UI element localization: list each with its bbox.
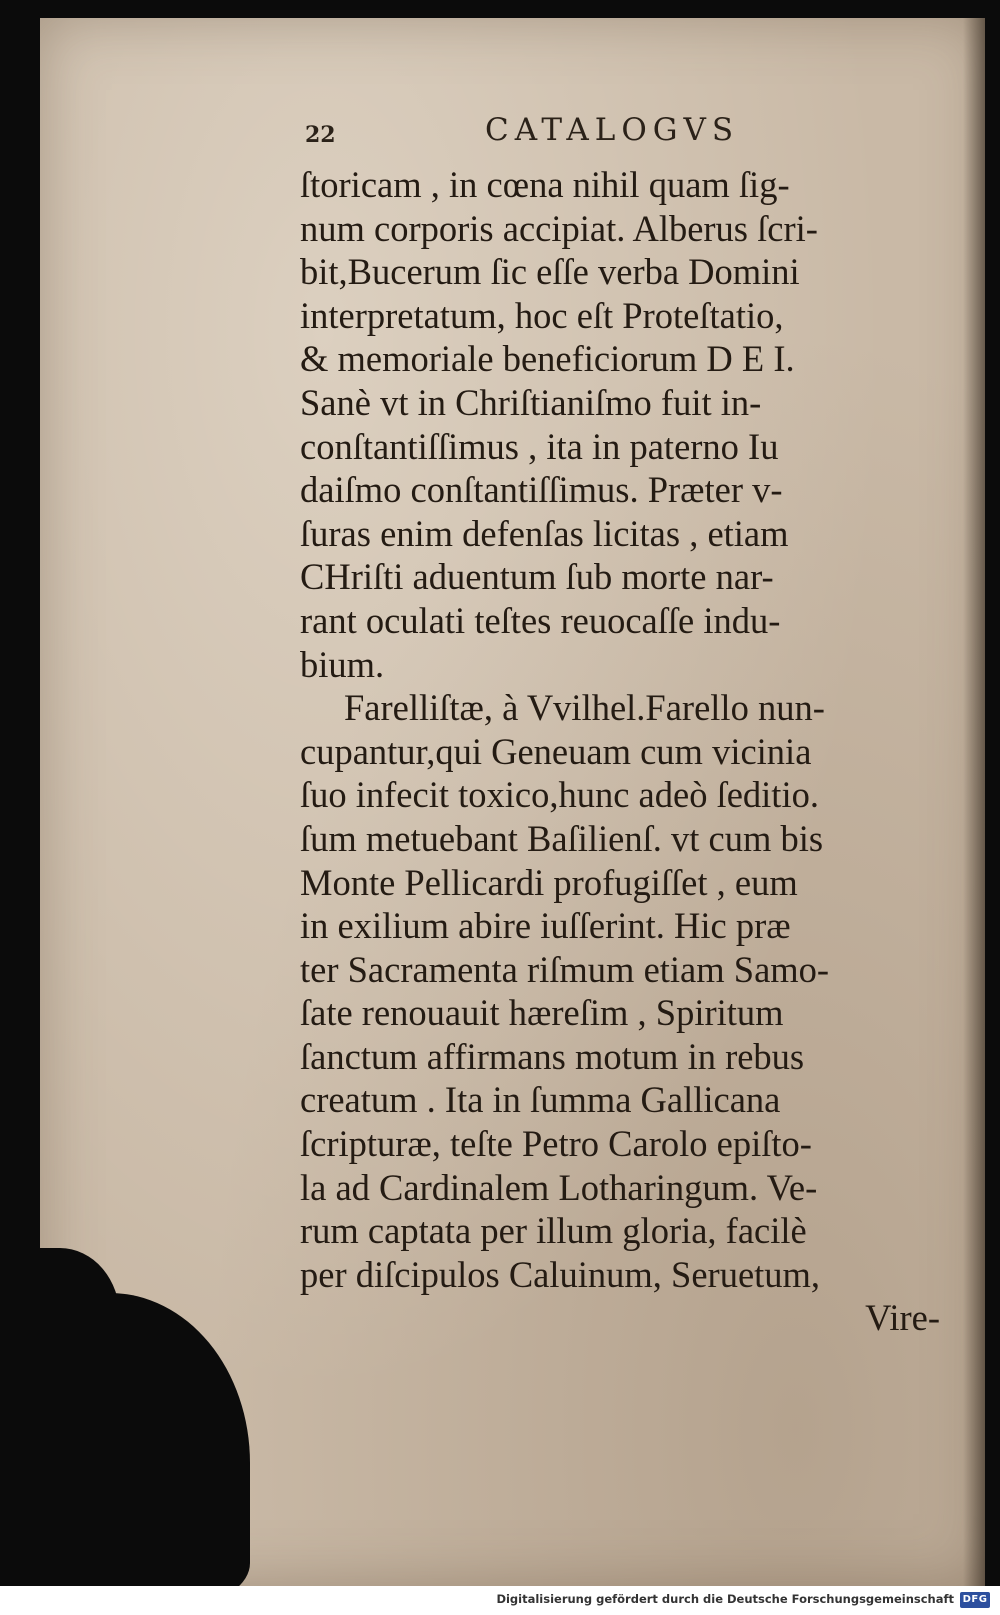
paragraph-start-line: Farelliſtæ, à Vvilhel.Farello nun- bbox=[344, 687, 825, 729]
text-line: ſcripturæ, teſte Petro Carolo epiſto- bbox=[300, 1123, 812, 1165]
text-line: Monte Pellicardi profugiſſet , eum bbox=[300, 861, 798, 903]
text-line: ſtoricam , in cœna nihil quam ſig- bbox=[300, 164, 790, 205]
text-line: & memoriale beneficiorum D E I. bbox=[300, 338, 795, 380]
text-line: num corporis accipiat. Alberus ſcri- bbox=[300, 207, 818, 249]
text-line: ſanctum affirmans motum in rebus bbox=[300, 1035, 805, 1077]
text-line: ſum metuebant Baſilienſ. vt cum bis bbox=[300, 817, 824, 859]
text-line: in exilium abire iuſſerint. Hic præ bbox=[300, 905, 791, 947]
damage-stain bbox=[40, 1293, 250, 1603]
text-line: per diſcipulos Caluinum, Seruetum, bbox=[300, 1253, 821, 1295]
text-line: Sanè vt in Chriſtianiſmo fuit in- bbox=[300, 381, 762, 423]
funding-credit: Digitalisierung gefördert durch die Deutsche Forschungsgemeinschaft bbox=[496, 1592, 954, 1606]
text-line: interpretatum, hoc eſt Proteſtatio, bbox=[300, 294, 784, 336]
text-line: bium. bbox=[300, 643, 385, 685]
text-line: creatum . Ita in ſumma Gallicana bbox=[300, 1079, 781, 1121]
text-line: ſuo infecit toxico,hunc adeò ſeditio. bbox=[300, 774, 819, 816]
body-text bbox=[300, 163, 940, 1340]
text-line: cupantur,qui Geneuam cum vicinia bbox=[300, 730, 812, 772]
text-line: CHriſti aduentum ſub morte nar- bbox=[300, 556, 774, 598]
text-line: ſate renouauit hæreſim , Spiritum bbox=[300, 992, 784, 1034]
page-gutter-shadow bbox=[963, 18, 985, 1586]
dfg-logo: DFG bbox=[960, 1592, 990, 1608]
text-line: rum captata per illum gloria, facilè bbox=[300, 1210, 807, 1252]
text-line: la ad Cardinalem Lotharingum. Ve- bbox=[300, 1166, 818, 1208]
text-line: conſtantiſſimus , ita in paterno Iu bbox=[300, 425, 779, 467]
text-line: daiſmo conſtantiſſimus. Præter v- bbox=[300, 469, 783, 511]
text-line: bit,Bucerum ſic eſſe verba Domini bbox=[300, 251, 800, 293]
footer-bar bbox=[0, 1586, 1000, 1615]
running-title: CATALOGVS bbox=[485, 112, 740, 148]
text-line: ſuras enim defenſas licitas , etiam bbox=[300, 512, 789, 554]
text-line: ter Sacramenta riſmum etiam Samo- bbox=[300, 948, 830, 990]
page-number: 22 bbox=[305, 122, 336, 148]
catchword: Vire- bbox=[865, 1297, 940, 1339]
text-line: rant oculati teſtes reuocaſſe indu- bbox=[300, 599, 781, 641]
